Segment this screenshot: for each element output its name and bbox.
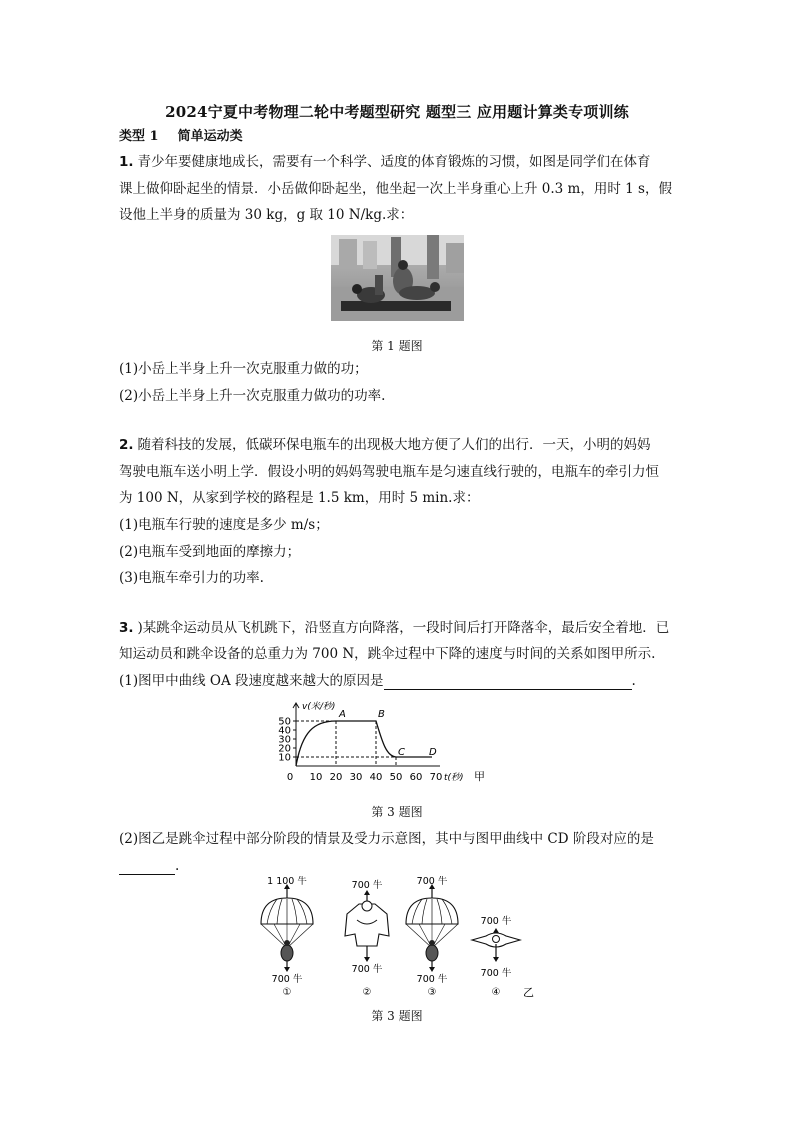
x-tick-label: 50 [389, 772, 403, 783]
y-tick-label: 50 [278, 716, 291, 728]
q1-sub-1: (1)小岳上半身上升一次克服重力做的功； [119, 361, 368, 377]
arrow-head [493, 957, 499, 962]
x-tick-label: 20 [329, 772, 343, 783]
q3-figure-caption-b: 第 3 题图 [371, 1009, 423, 1023]
q2-sub-3: (3)电瓶车牵引力的功率. [119, 570, 264, 586]
arrow-head [429, 967, 435, 972]
q1-line-1: 1. 青少年要健康地成长，需要有一个科学、适度的体育锻炼的习惯，如图是同学们在体育 [119, 154, 651, 170]
q3-line-2: 知运动员和跳伞设备的总重力为 700 N，跳伞过程中下降的速度与时间的关系如图甲所示. [119, 646, 656, 662]
q2-sub-1: (1)电瓶车行驶的速度是多少 m/s； [119, 517, 329, 533]
q3-answer-blank-2[interactable] [119, 860, 175, 875]
jumper-head [284, 940, 290, 946]
panel-label-jia: 甲 [474, 770, 485, 783]
q3-number: 3. [119, 620, 134, 636]
force-label-down: 700 牛 [480, 968, 512, 979]
force-label-up: 1 100 牛 [267, 876, 307, 887]
q1-sub-2: (2)小岳上半身上升一次克服重力做功的功率. [119, 388, 386, 404]
point-label-A: A [339, 709, 346, 720]
point-label-B: B [378, 709, 385, 720]
q2-sub-2: (2)电瓶车受到地面的摩擦力； [119, 544, 301, 560]
section-name: 简单运动类 [177, 129, 243, 144]
point-label-D: D [429, 747, 437, 758]
section-label: 类型 1 [119, 129, 159, 144]
x-tick-label: 30 [349, 772, 363, 783]
force-label-down: 700 牛 [416, 974, 448, 985]
force-label-down: 700 牛 [271, 974, 303, 985]
q3-sub-1: (1)图甲中曲线 OA 段速度越来越大的原因是 . [119, 673, 636, 689]
figure-item-number: ③ [427, 987, 437, 998]
suspension-line [287, 924, 313, 948]
origin-label: 0 [286, 772, 294, 783]
y-tick-label: 20 [278, 743, 291, 755]
suspension-line [406, 924, 432, 948]
q2-line-3: 为 100 N，从家到学校的路程是 1.5 km，用时 5 min.求： [119, 490, 480, 506]
q1-number: 1. [119, 154, 134, 170]
x-axis-label: t(秒) [444, 773, 464, 783]
suspension-line [261, 924, 287, 948]
jumper-head [362, 901, 372, 911]
page-title: 2024宁夏中考物理二轮中考题型研究 题型三 应用题计算类专项训练 [165, 103, 629, 121]
parachute-force-figure [255, 876, 555, 1000]
x-tick-label: 10 [309, 772, 323, 783]
arrow-head [284, 967, 290, 972]
panel-label-yi: 乙 [523, 986, 534, 999]
figure-item-number: ② [362, 987, 372, 998]
q1-figure-caption: 第 1 题图 [371, 339, 423, 353]
suspension-line [432, 924, 458, 948]
y-axis-label: v(米/秒) [302, 702, 336, 712]
point-label-C: C [398, 747, 405, 758]
jumper-head [493, 936, 500, 943]
x-tick-label: 70 [429, 772, 443, 783]
q3-sub-2-line-1: (2)图乙是跳伞过程中部分阶段的情景及受力示意图，其中与图甲曲线中 CD 阶段对应的是 [119, 831, 654, 847]
force-label-down: 700 牛 [351, 964, 383, 975]
q2-line-2: 驾驶电瓶车送小明上学．假设小明的妈妈驾驶电瓶车是匀速直线行驶的，电瓶车的牵引力恒 [119, 464, 659, 480]
section-heading [119, 128, 243, 146]
q1-line-2: 课上做仰卧起坐的情景．小岳做仰卧起坐，他坐起一次上半身重心上升 0.3 m，用时 1 s，假 [119, 181, 672, 197]
x-tick-label: 60 [409, 772, 423, 783]
q3-line-1: 3. )某跳伞运动员从飞机跳下，沿竖直方向降落，一段时间后打开降落伞，最后安全着地．已 [119, 620, 670, 636]
q3-figure-caption-a: 第 3 题图 [371, 805, 423, 819]
q3-sub-2-line-2: . [119, 857, 179, 875]
situp-photo [331, 235, 464, 321]
force-label-up: 700 牛 [416, 876, 448, 887]
q3-answer-blank-1[interactable] [384, 675, 632, 690]
figure-item-number: ④ [491, 987, 501, 998]
velocity-time-chart [266, 700, 526, 792]
q2-number: 2. [119, 437, 134, 453]
x-tick-label: 40 [369, 772, 383, 783]
figure-item-number: ① [282, 987, 292, 998]
arrow-head [493, 928, 499, 933]
q2-line-1: 2. 随着科技的发展，低碳环保电瓶车的出现极大地方便了人们的出行．一天，小明的妈妈 [119, 437, 651, 453]
force-label-up: 700 牛 [480, 916, 512, 927]
arrow-head [364, 957, 370, 962]
jumper-body [426, 945, 438, 961]
velocity-curve [296, 721, 432, 766]
force-label-up: 700 牛 [351, 880, 383, 891]
y-tick-label: 40 [278, 725, 291, 737]
y-tick-label: 10 [278, 752, 291, 764]
q1-line-3: 设他上半身的质量为 30 kg，g 取 10 N/kg.求： [119, 207, 414, 223]
jumper-head [429, 940, 435, 946]
jumper-body [281, 945, 293, 961]
y-tick-label: 30 [278, 734, 291, 746]
